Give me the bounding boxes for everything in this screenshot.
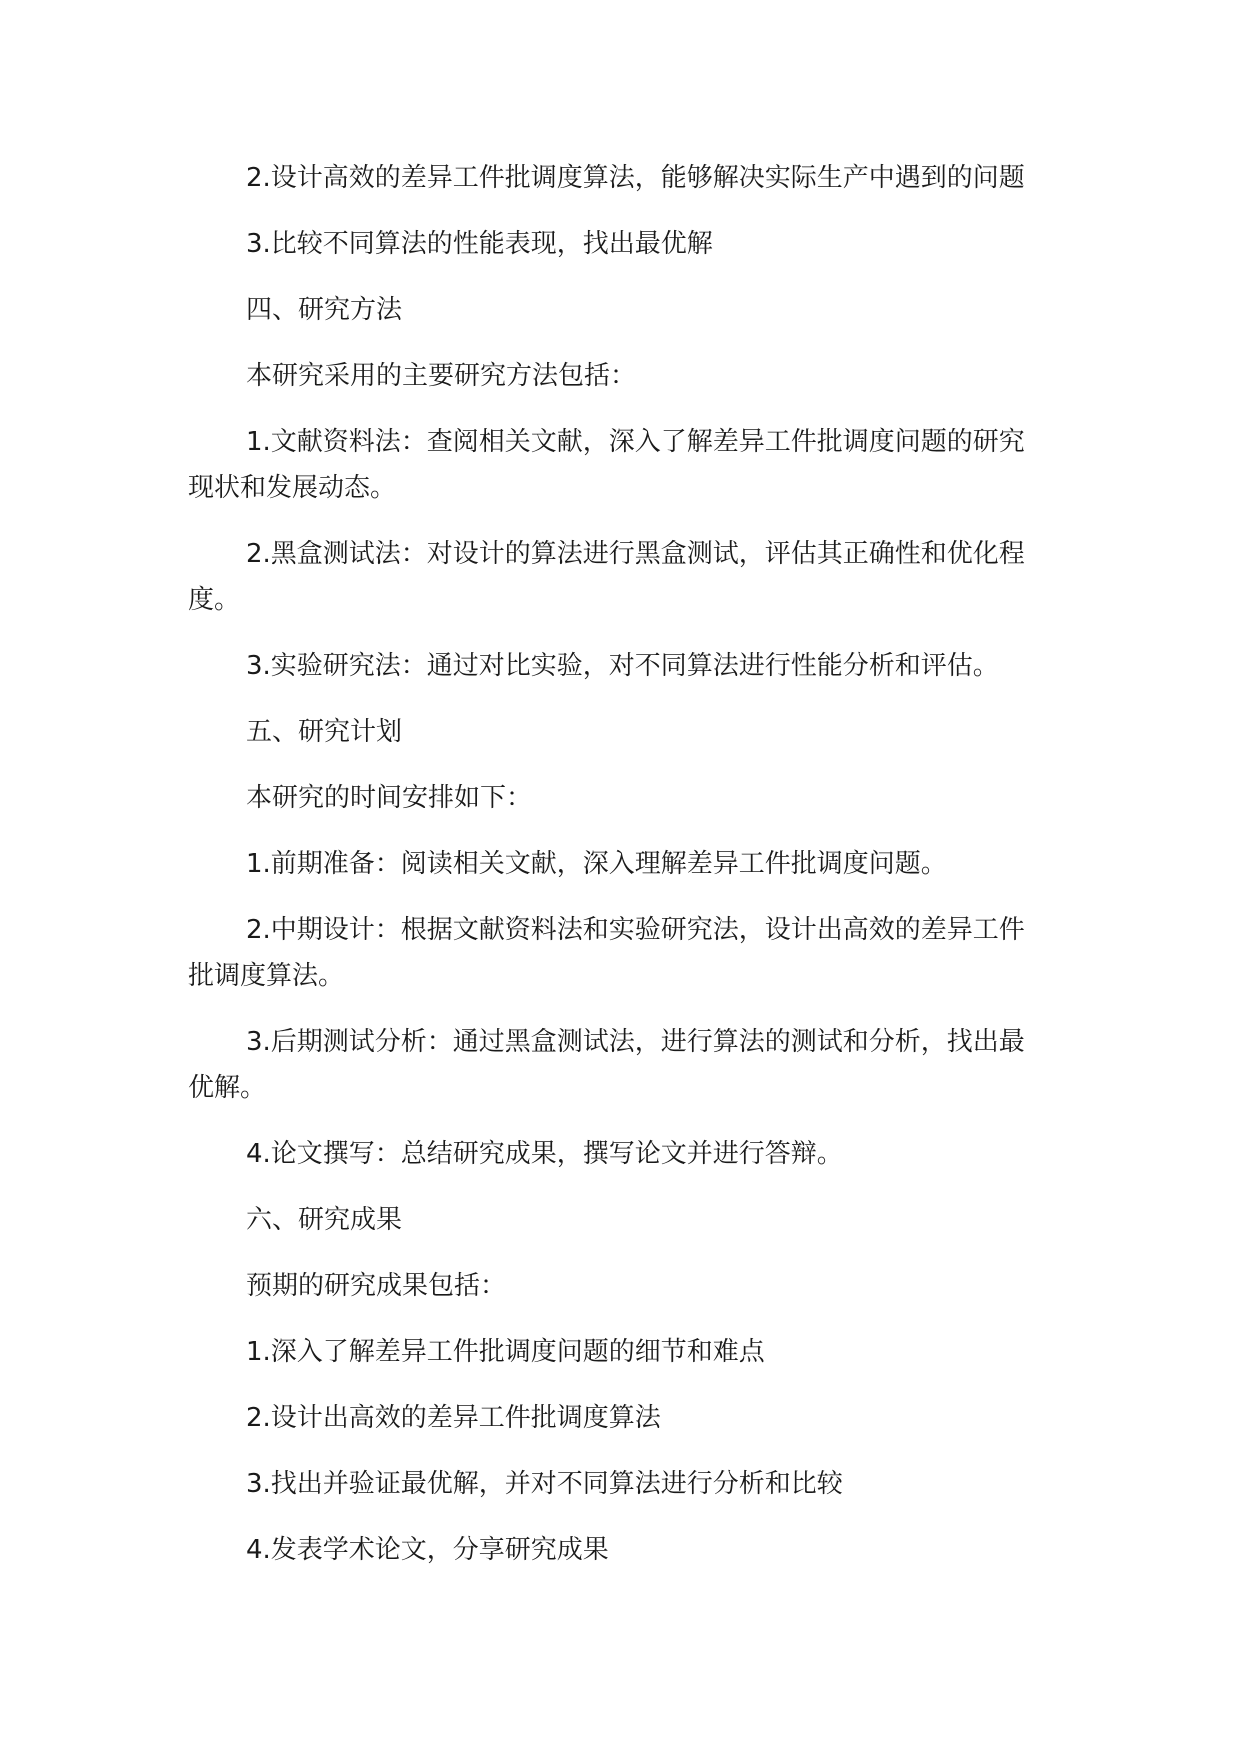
paragraph-plan-3: 3.后期测试分析：通过黑盒测试法，进行算法的测试和分析，找出最优解。: [188, 1027, 1025, 1103]
paragraph-result-1: 1.深入了解差异工件批调度问题的细节和难点: [246, 1337, 765, 1367]
paragraph-plan-1: 1.前期准备：阅读相关文献，深入理解差异工件批调度问题。: [246, 849, 947, 879]
paragraph-methods-intro: 本研究采用的主要研究方法包括：: [246, 361, 637, 391]
paragraph-plan-4: 4.论文撰写：总结研究成果，撰写论文并进行答辩。: [246, 1139, 843, 1169]
paragraph-goal-2: 2.设计高效的差异工件批调度算法，能够解决实际生产中遇到的问题: [246, 163, 1025, 193]
paragraph-result-4: 4.发表学术论文，分享研究成果: [246, 1535, 609, 1565]
section-heading-results: 六、研究成果: [246, 1205, 403, 1235]
paragraph-result-3: 3.找出并验证最优解，并对不同算法进行分析和比较: [246, 1469, 843, 1499]
section-heading-methods: 四、研究方法: [246, 295, 403, 325]
paragraph-plan-2: 2.中期设计：根据文献资料法和实验研究法，设计出高效的差异工件批调度算法。: [188, 915, 1025, 991]
section-heading-plan: 五、研究计划: [246, 717, 403, 747]
paragraph-method-3: 3.实验研究法：通过对比实验，对不同算法进行性能分析和评估。: [246, 651, 999, 681]
paragraph-method-1: 1.文献资料法：查阅相关文献，深入了解差异工件批调度问题的研究现状和发展动态。: [188, 427, 1025, 503]
paragraph-goal-3: 3.比较不同算法的性能表现，找出最优解: [246, 229, 713, 259]
paragraph-results-intro: 预期的研究成果包括：: [246, 1271, 507, 1301]
paragraph-result-2: 2.设计出高效的差异工件批调度算法: [246, 1403, 661, 1433]
document-page: [188, 155, 1048, 1593]
paragraph-method-2: 2.黑盒测试法：对设计的算法进行黑盒测试，评估其正确性和优化程度。: [188, 539, 1025, 615]
paragraph-plan-intro: 本研究的时间安排如下：: [246, 783, 533, 813]
